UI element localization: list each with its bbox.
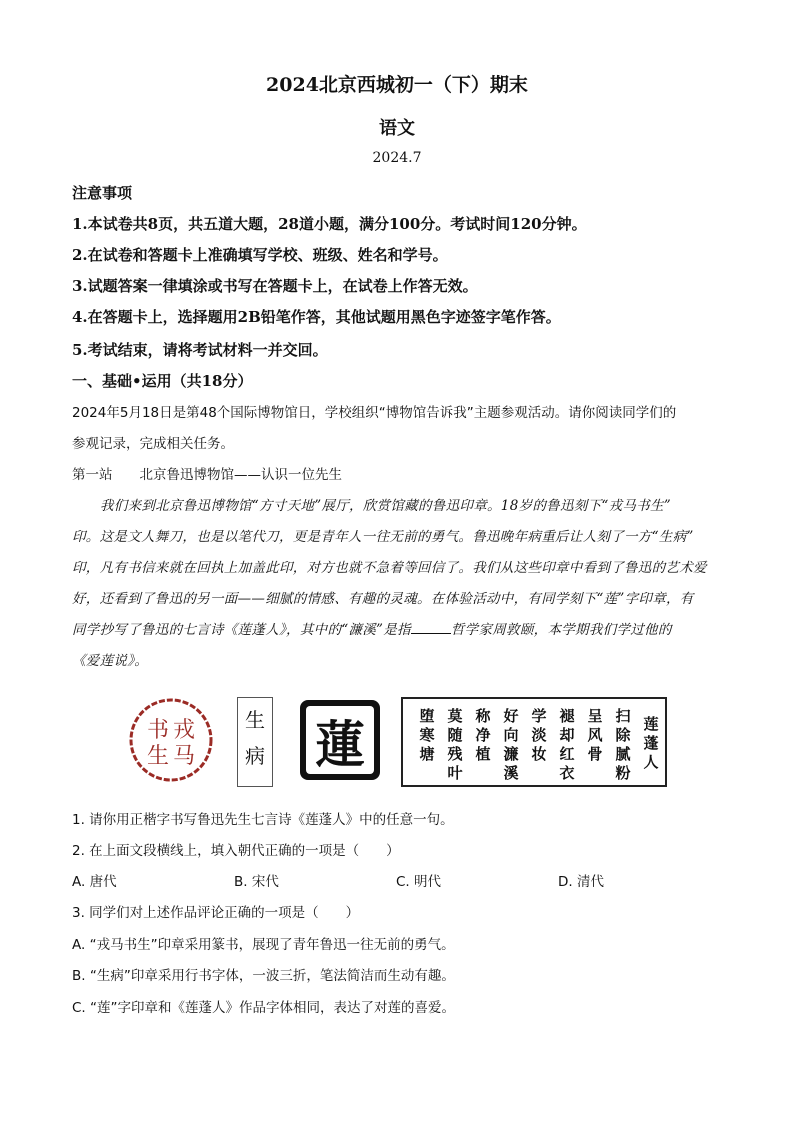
passage-line: 好，还看到了鲁迅的另一面——细腻的情感、有趣的灵魂。在体验活动中，有同学刻下“莲”字印章，有: [72, 591, 694, 607]
notice-item: 4.在答题卡上，选择题用2B铅笔作答，其他试题用黑色字迹签字笔作答。: [72, 308, 561, 326]
passage-line: 印。这是文人舞刀，也是以笔代刀，更是青年人一往无前的勇气。鲁迅晚年病重后让人刻了一方“生病”: [72, 529, 694, 545]
station-title: 第一站 北京鲁迅博物馆——认识一位先生: [72, 467, 342, 483]
option-c[interactable]: C. 明代: [396, 874, 442, 890]
seal-image-shengbing: [237, 697, 273, 787]
poem-column: 堕寒塘: [419, 707, 435, 763]
poem-column: 莲蓬人: [643, 715, 659, 771]
seal-char: 生: [146, 744, 170, 769]
poem-column: 称净植: [475, 707, 491, 763]
passage-text: 哲学家周敦颐，本学期我们学过他的: [450, 622, 672, 638]
poem-column: 好向濂溪: [503, 707, 519, 782]
seal-image-lian: [298, 698, 382, 782]
passage-line: [72, 618, 722, 638]
seal-char: 戎: [172, 718, 196, 743]
poem-column: 呈风骨: [587, 707, 603, 763]
seal-image-rongma: [128, 697, 214, 783]
passage-line: 我们来到北京鲁迅博物馆“方寸天地”展厅，欣赏馆藏的鲁迅印章。18岁的鲁迅刻下“戎马书生”: [100, 498, 671, 514]
option-a[interactable]: A. 唐代: [72, 874, 117, 890]
exam-subject: 语文: [379, 118, 415, 139]
notice-item: 1.本试卷共8页，共五道大题，28道小题，满分100分。考试时间120分钟。: [72, 215, 587, 233]
question-1: 1. 请你用正楷字书写鲁迅先生七言诗《莲蓬人》中的任意一句。: [72, 812, 454, 828]
option-d[interactable]: D. 清代: [558, 874, 604, 890]
question-2: 2. 在上面文段横线上，填入朝代正确的一项是（ ）: [72, 843, 400, 859]
poem-column: 莫随残叶: [447, 707, 463, 782]
exam-title: 2024北京西城初一（下）期末: [266, 74, 528, 96]
seal-char: 蓮: [315, 715, 365, 774]
seal-char: 马: [172, 744, 196, 769]
seal-char: 生: [245, 708, 265, 732]
passage-line: 《爱莲说》。: [72, 653, 149, 669]
notice-heading: 注意事项: [72, 184, 133, 202]
option-c[interactable]: C. “莲”字印章和《莲蓬人》作品字体相同，表达了对莲的喜爱。: [72, 1000, 455, 1016]
poem-column: 学淡妆: [531, 707, 547, 763]
poem-calligraphy: [401, 697, 667, 787]
intro-line: 2024年5月18日是第48个国际博物馆日，学校组织“博物馆告诉我”主题参观活动。请你阅读同学们的: [72, 405, 677, 421]
seal-char: 病: [245, 744, 265, 768]
poem-column: 扫除腻粉: [615, 707, 631, 782]
option-b[interactable]: B. 宋代: [234, 874, 279, 890]
answer-blank[interactable]: [411, 621, 451, 634]
poem-column: 褪却红衣: [559, 707, 575, 782]
option-a[interactable]: A. “戎马书生”印章采用篆书，展现了青年鲁迅一往无前的勇气。: [72, 937, 455, 953]
notice-item: 2.在试卷和答题卡上准确填写学校、班级、姓名和学号。: [72, 246, 448, 264]
section-heading: 一、基础•运用（共18分）: [72, 372, 253, 390]
exam-date: 2024.7: [372, 150, 422, 166]
intro-line: 参观记录，完成相关任务。: [72, 436, 234, 452]
option-b[interactable]: B. “生病”印章采用行书字体，一波三折，笔法简洁而生动有趣。: [72, 968, 455, 984]
notice-item: 5.考试结束，请将考试材料一并交回。: [72, 341, 328, 359]
notice-item: 3.试题答案一律填涂或书写在答题卡上，在试卷上作答无效。: [72, 277, 478, 295]
passage-text: 同学抄写了鲁迅的七言诗《莲蓬人》，其中的“濂溪”是指: [72, 622, 411, 638]
passage-line: 印，凡有书信来就在回执上加盖此印，对方也就不急着等回信了。我们从这些印章中看到了鲁迅的艺术爱: [72, 560, 707, 576]
seal-char: 书: [146, 718, 170, 743]
question-3: 3. 同学们对上述作品评论正确的一项是（ ）: [72, 905, 360, 921]
